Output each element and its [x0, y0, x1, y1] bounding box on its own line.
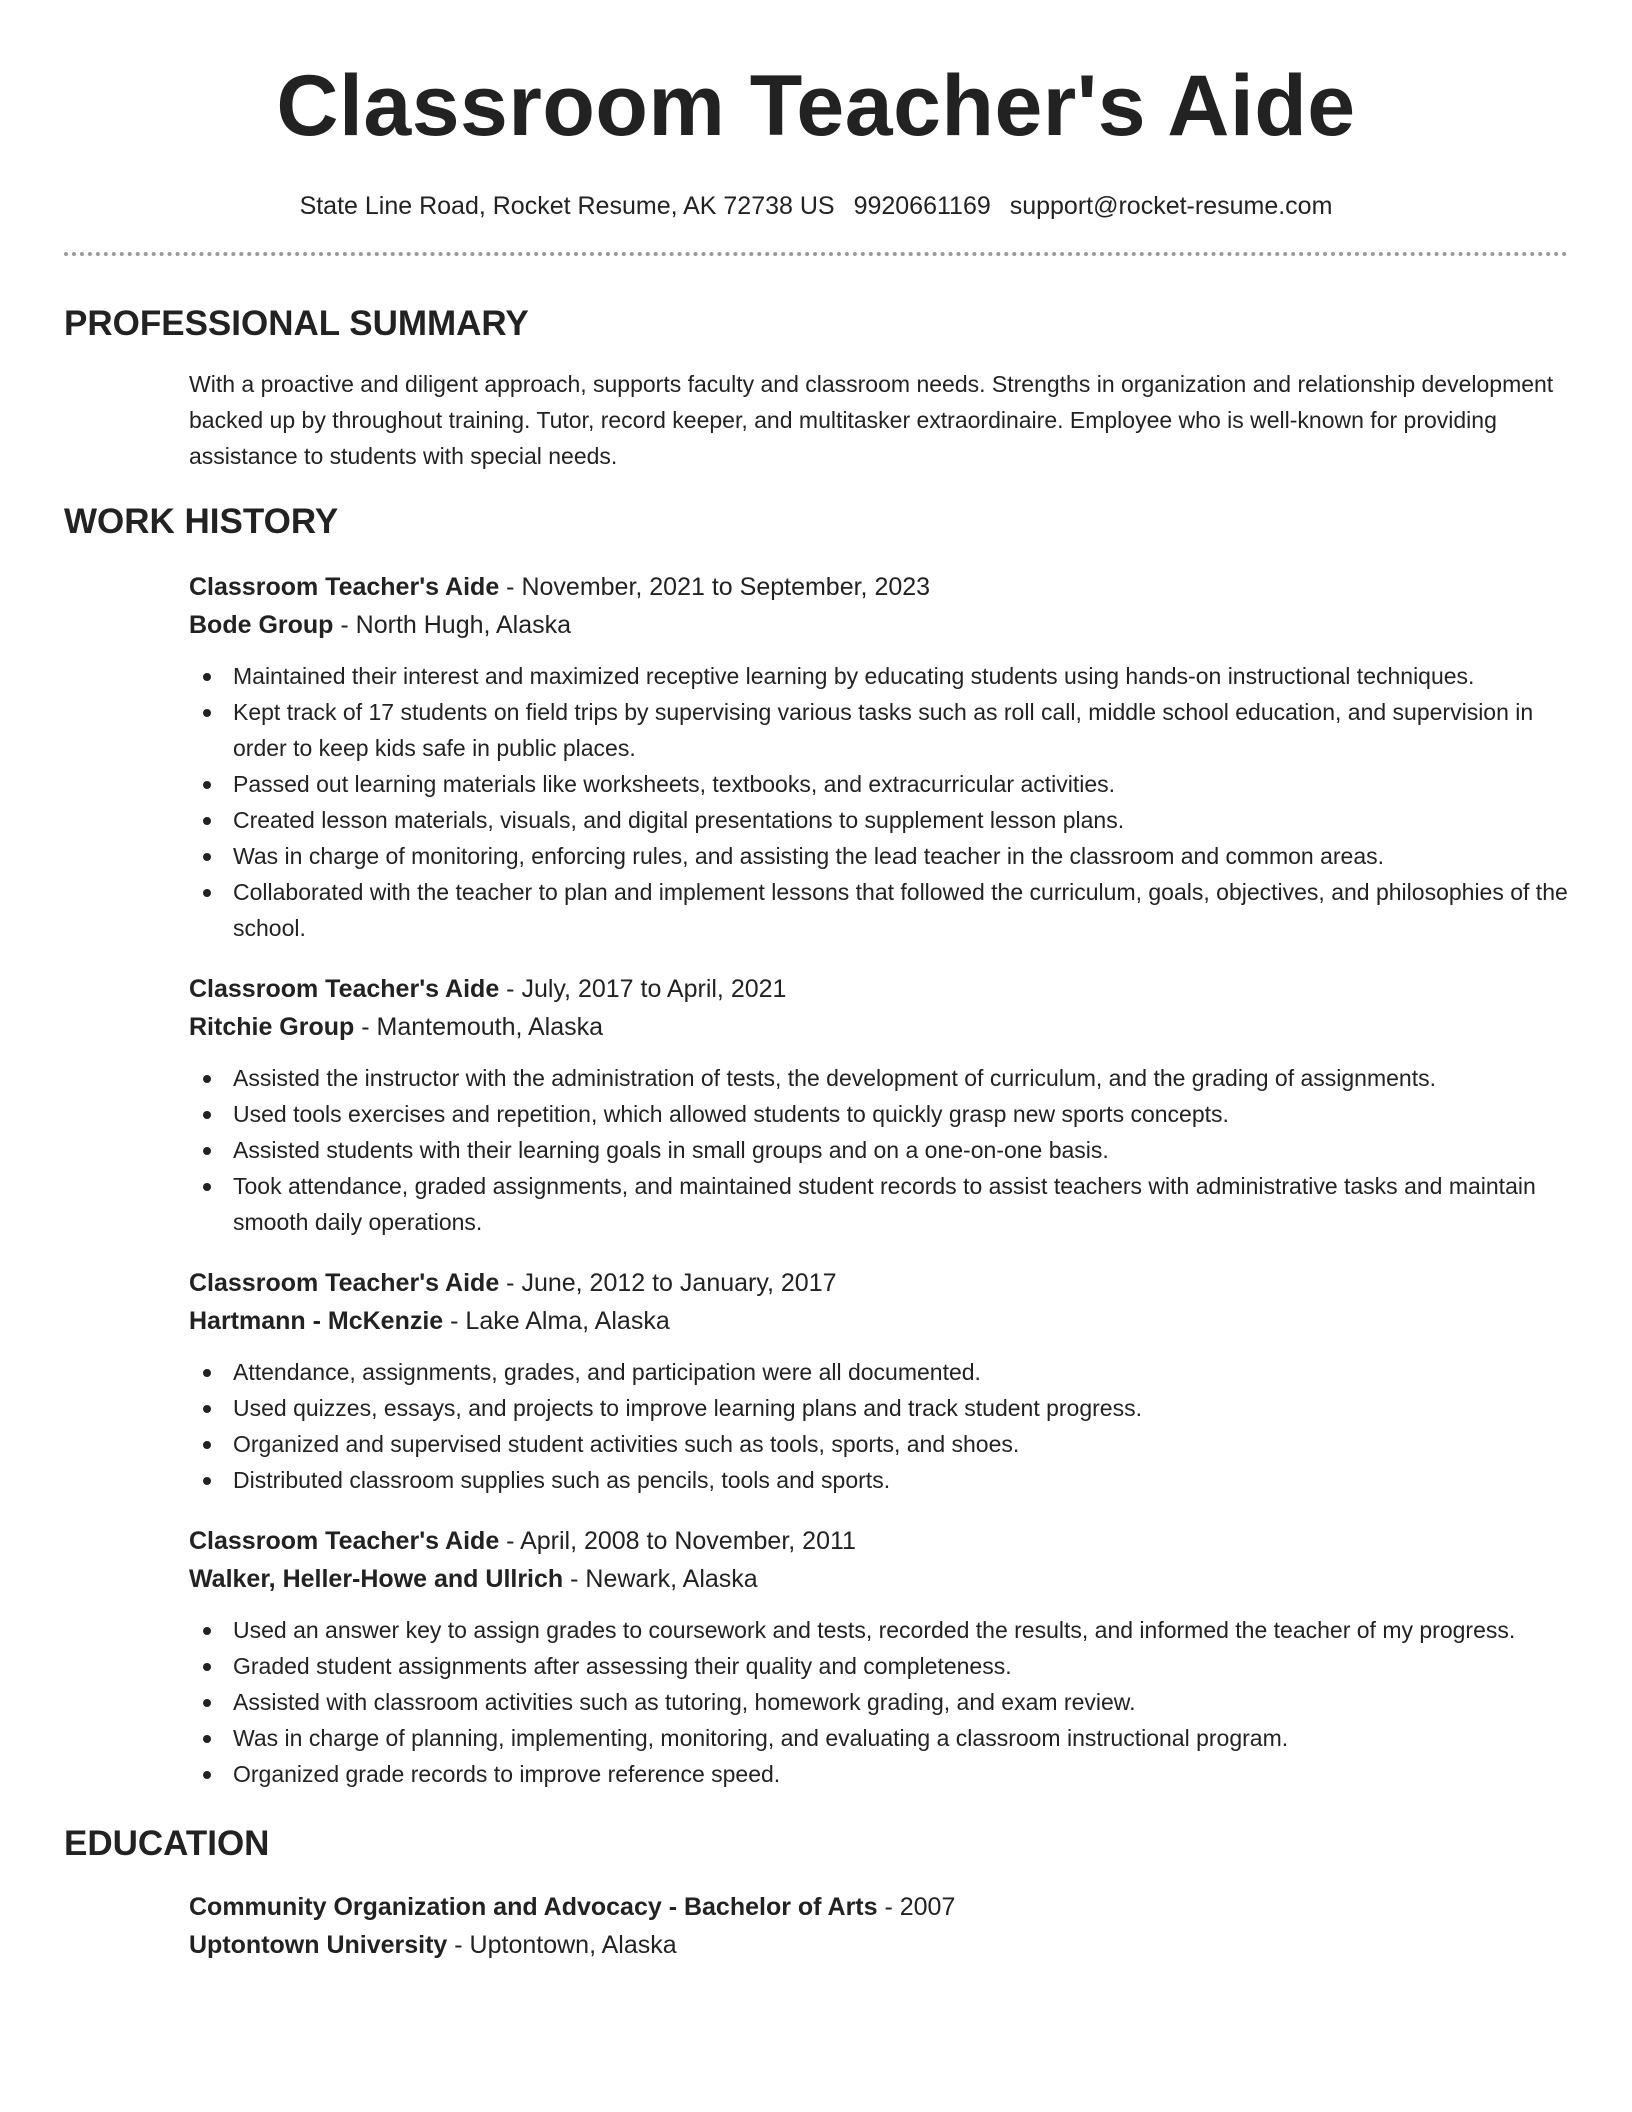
job-company-line: [189, 1560, 1568, 1598]
contact-phone: 9920661169: [853, 192, 991, 220]
summary-text: With a proactive and diligent approach, supports faculty and classroom needs. Strengths in organization and relationship development backed up by throughout training. Tutor, record keeper, and multitasker extraordinaire. Employee who is well-known for providing assistance to students with special needs.: [189, 371, 1554, 469]
job-bullet: Organized grade records to improve reference speed.: [189, 1756, 1568, 1792]
job-bullet: Maintained their interest and maximized receptive learning by educating students using hands-on instructional techniques.: [189, 658, 1568, 694]
job-bullet: Attendance, assignments, grades, and participation were all documented.: [189, 1354, 1568, 1390]
job-bullet: Used an answer key to assign grades to coursework and tests, recorded the results, and informed the teacher of my progress.: [189, 1612, 1568, 1648]
education-school: Uptontown University: [189, 1931, 448, 1959]
resume-name: Classroom Teacher's Aide: [276, 58, 1356, 154]
job-company: Bode Group: [189, 611, 334, 639]
job-bullet: Graded student assignments after assessing their quality and completeness.: [189, 1648, 1568, 1684]
job-bullet: Organized and supervised student activities such as tools, sports, and shoes.: [189, 1426, 1568, 1462]
resume-page: [64, 0, 1568, 1964]
education-school-line: [189, 1926, 1568, 1964]
job-bullet: Assisted the instructor with the administration of tests, the development of curriculum, and the grading of assignments.: [189, 1060, 1568, 1096]
job-dates: - July, 2017 to April, 2021: [499, 975, 787, 1003]
job-bullet: Used tools exercises and repetition, which allowed students to quickly grasp new sports concepts.: [189, 1096, 1568, 1132]
job-location: - Mantemouth, Alaska: [354, 1013, 604, 1041]
job-dates: - April, 2008 to November, 2011: [499, 1527, 856, 1555]
education-entry: [189, 1888, 1568, 1964]
job-title-line: [189, 1264, 1568, 1302]
job-bullet-list: [189, 1060, 1568, 1240]
job-bullet-list: [189, 1612, 1568, 1792]
job-company: Walker, Heller-Howe and Ullrich: [189, 1565, 564, 1593]
job-bullet: Kept track of 17 students on field trips by supervising various tasks such as roll call, middle school education, and supervision in order to keep kids safe in public places.: [189, 694, 1568, 766]
work-history-heading: WORK HISTORY: [64, 502, 339, 541]
job-title-line: [189, 568, 1568, 606]
work-history-list: [189, 568, 1568, 1792]
job-bullet: Was in charge of planning, implementing, monitoring, and evaluating a classroom instructional program.: [189, 1720, 1568, 1756]
job-dates: - November, 2021 to September, 2023: [499, 573, 931, 601]
job-bullet: Assisted students with their learning goals in small groups and on a one-on-one basis.: [189, 1132, 1568, 1168]
education-year: - 2007: [877, 1893, 956, 1921]
education-location: - Uptontown, Alaska: [447, 1931, 677, 1959]
summary-heading: PROFESSIONAL SUMMARY: [64, 304, 529, 343]
job-company-line: [189, 1008, 1568, 1046]
header-divider: [64, 252, 1568, 256]
job-bullet-list: [189, 658, 1568, 946]
contact-line: [64, 188, 1568, 224]
job-bullet: Was in charge of monitoring, enforcing rules, and assisting the lead teacher in the classroom and common areas.: [189, 838, 1568, 874]
job-entry: [189, 970, 1568, 1240]
job-company: Hartmann - McKenzie: [189, 1307, 444, 1335]
job-company-line: [189, 606, 1568, 644]
job-location: - North Hugh, Alaska: [333, 611, 572, 639]
contact-address: State Line Road, Rocket Resume, AK 72738 US: [299, 192, 835, 220]
education-degree: Community Organization and Advocacy - Bachelor of Arts: [189, 1893, 878, 1921]
job-title-line: [189, 1522, 1568, 1560]
job-bullet: Collaborated with the teacher to plan and implement lessons that followed the curriculum, goals, objectives, and philosophies of the school.: [189, 874, 1568, 946]
job-bullet: Distributed classroom supplies such as pencils, tools and sports.: [189, 1462, 1568, 1498]
job-entry: [189, 1264, 1568, 1498]
job-bullet: Created lesson materials, visuals, and digital presentations to supplement lesson plans.: [189, 802, 1568, 838]
job-bullet: Used quizzes, essays, and projects to improve learning plans and track student progress.: [189, 1390, 1568, 1426]
job-title-line: [189, 970, 1568, 1008]
job-bullet: Assisted with classroom activities such as tutoring, homework grading, and exam review.: [189, 1684, 1568, 1720]
job-entry: [189, 1522, 1568, 1792]
job-role: Classroom Teacher's Aide: [189, 1527, 500, 1555]
contact-email: support@rocket-resume.com: [1009, 192, 1333, 220]
job-dates: - June, 2012 to January, 2017: [499, 1269, 837, 1297]
job-bullet-list: [189, 1354, 1568, 1498]
job-entry: [189, 568, 1568, 946]
job-bullet: Took attendance, graded assignments, and maintained student records to assist teachers with administrative tasks and maintain smooth daily operations.: [189, 1168, 1568, 1240]
education-heading: EDUCATION: [64, 1824, 270, 1863]
job-role: Classroom Teacher's Aide: [189, 1269, 500, 1297]
job-bullet: Passed out learning materials like worksheets, textbooks, and extracurricular activities.: [189, 766, 1568, 802]
job-location: - Lake Alma, Alaska: [443, 1307, 670, 1335]
job-company-line: [189, 1302, 1568, 1340]
job-role: Classroom Teacher's Aide: [189, 975, 500, 1003]
education-degree-line: [189, 1888, 1568, 1926]
job-role: Classroom Teacher's Aide: [189, 573, 500, 601]
job-company: Ritchie Group: [189, 1013, 355, 1041]
job-location: - Newark, Alaska: [563, 1565, 758, 1593]
